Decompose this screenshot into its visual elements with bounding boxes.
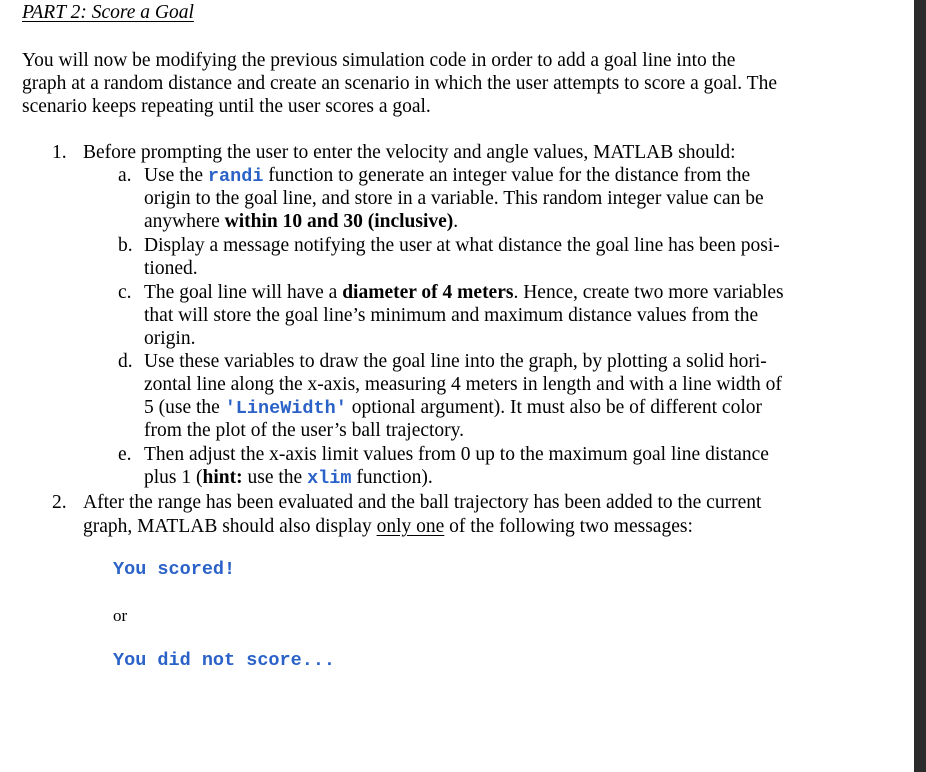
xlim-code: xlim [307,468,352,489]
step-1c-marker: c. [118,282,132,303]
step-1e-l2pre: plus 1 ( [144,467,203,488]
step-1d-line-1: Use these variables to draw the goal line into the graph, by plotting a solid hori- [144,351,767,372]
step-2-l2post: of the following two messages: [444,516,693,537]
step-2-l2pre: graph, MATLAB should also display [83,516,377,537]
step-1c-line-1 [144,283,784,303]
intro-line-3: scenario keeps repeating until the user scores a goal. [22,96,431,117]
step-1e-marker: e. [118,444,132,465]
only-one-emphasis: only one [376,516,445,537]
step-1e-l2mid: use the [242,467,308,488]
intro-line-2: graph at a random distance and create an scenario in which the user attempts to score a goal. The [22,73,777,94]
step-1a-marker: a. [118,165,132,186]
intro-line-1: You will now be modifying the previous simulation code in order to add a goal line into the [22,50,736,71]
step-1d-line-4: from the plot of the user’s ball trajectory. [144,420,465,441]
step-1d-line-2: zontal line along the x-axis, measuring 4 meters in length and with a line width of [144,374,782,395]
step-2-line-2 [83,517,693,537]
step-1-marker: 1. [52,142,67,163]
step-1c-pre: The goal line will have a [144,282,343,303]
step-1b-line-2: tioned. [144,258,198,279]
step-1e-line-2 [144,468,433,489]
step-1d-line-3 [144,398,762,419]
step-2-marker: 2. [52,492,67,513]
randi-code: randi [207,166,264,187]
step-1a-pre: Use the [144,165,208,186]
step-1d-marker: d. [118,351,133,372]
step-1a-line-3 [144,212,458,232]
or-text: or [113,606,128,625]
step-1c-line-3: origin. [144,328,196,349]
message-scored: You scored! [113,559,236,580]
step-1-text: Before prompting the user to enter the velocity and angle values, MATLAB should: [83,142,736,163]
step-1a-line-1 [144,166,750,187]
step-1d-l4pre: 5 (use the [144,397,225,418]
step-1d-l4post: optional argument). It must also be of different color [346,397,762,418]
step-1a-line-2: origin to the goal line, and store in a variable. This random integer value can be [144,188,764,209]
step-1a-l3pre: anywhere [144,211,225,232]
step-1b-marker: b. [118,235,133,256]
step-1c-diameter: diameter of 4 meters [342,282,514,303]
step-1e-line-1: Then adjust the x-axis limit values from 0 up to the maximum goal line distance [144,444,769,465]
step-1c-line-2: that will store the goal line’s minimum and maximum distance values from the [144,305,759,326]
step-1a-l3post: . [453,211,459,232]
step-2-line-1: After the range has been evaluated and the ball trajectory has been added to the current [83,492,762,513]
step-1a-post: function to generate an integer value for the distance from the [263,165,751,186]
step-1b-line-1: Display a message notifying the user at what distance the goal line has been posi- [144,235,780,256]
step-1e-l2post: function). [351,467,433,488]
step-1a-range: within 10 and 30 (inclusive) [224,211,454,232]
linewidth-code: 'LineWidth' [224,398,347,419]
message-not-scored: You did not score... [113,650,336,671]
step-1c-post: . Hence, create two more variables [513,282,784,303]
section-heading: PART 2: Score a Goal [22,2,194,23]
hint-label: hint: [202,467,243,488]
right-edge-bar [914,0,926,772]
